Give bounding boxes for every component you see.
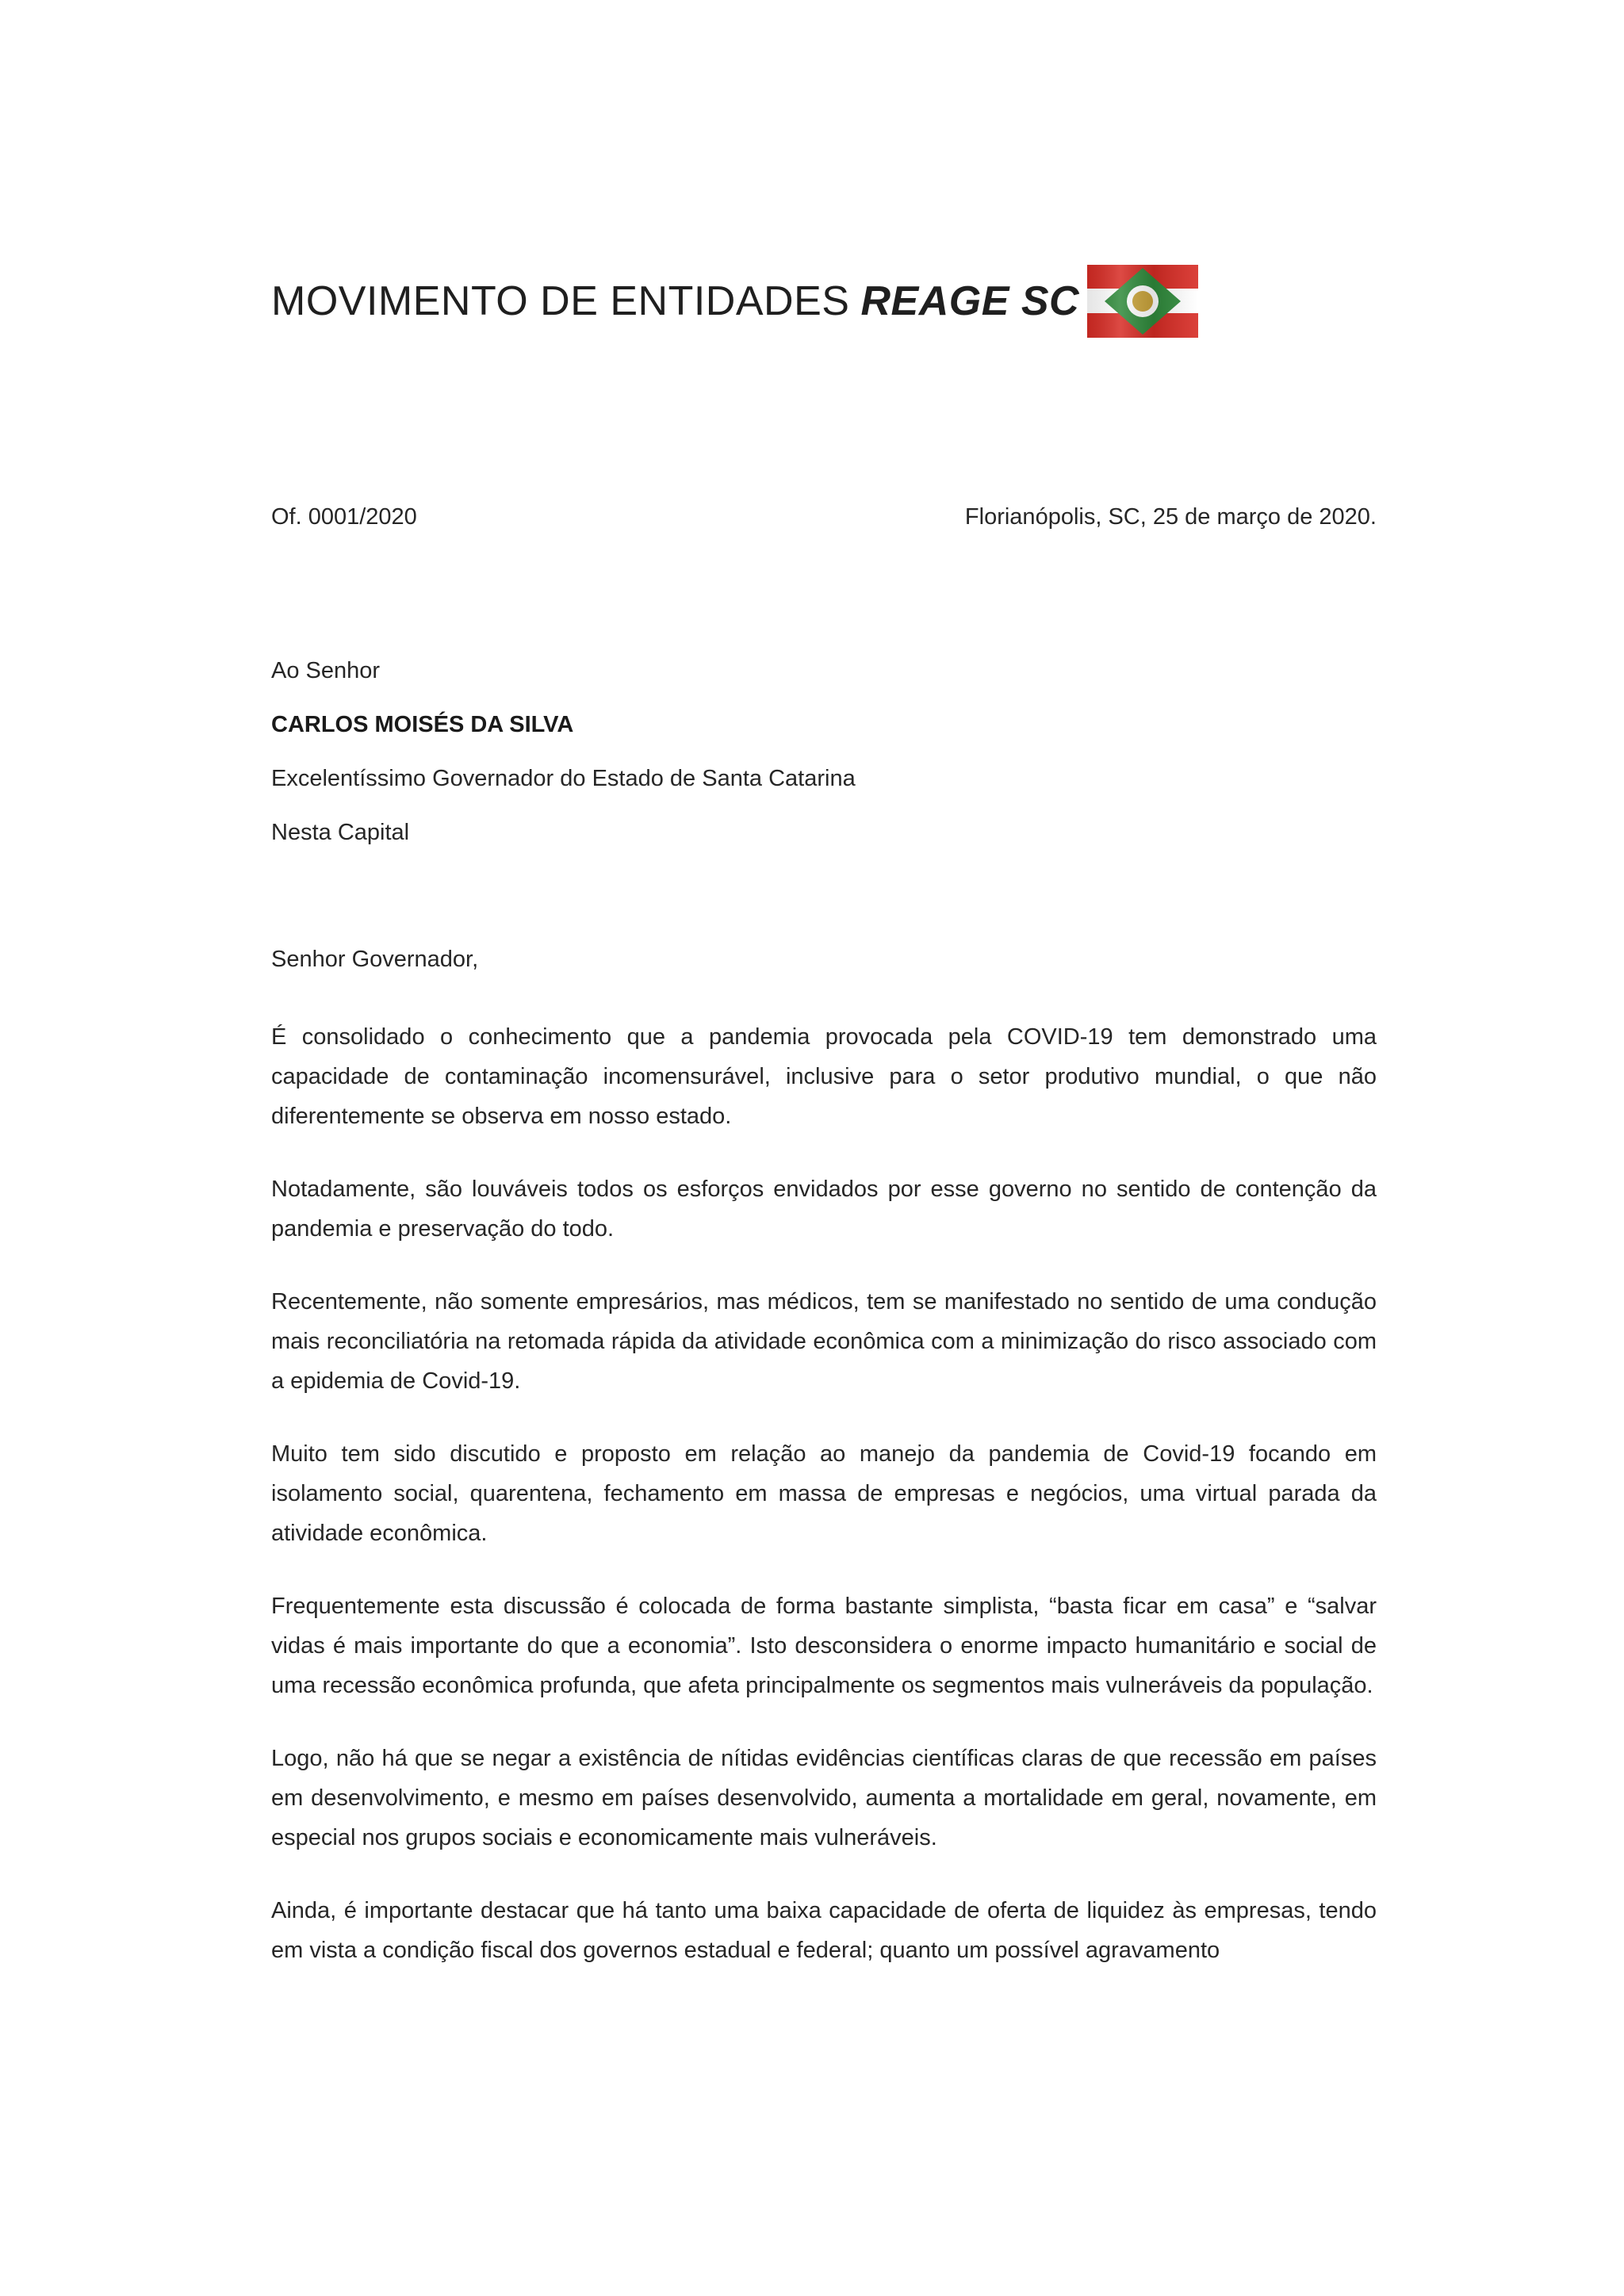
- body-paragraph: Ainda, é importante destacar que há tanto uma baixa capacidade de oferta de liquidez às empresas, tendo em vista a condição fiscal dos governos estadual e federal; quanto um possível agravamento: [271, 1898, 1377, 1963]
- header-title: MOVIMENTO DE ENTIDADES: [271, 278, 850, 324]
- body-paragraph: Frequentemente esta discussão é colocada de forma bastante simplista, “basta ficar em casa” e “salvar vidas é mais importante do que a economia”. Isto desconsidera o enorme impacto humanitário e social de uma recessão econômica profunda, que afeta principalmente os segmentos mais vulneráveis da população.: [271, 1594, 1377, 1698]
- body-paragraph: Recentemente, não somente empresários, mas médicos, tem se manifestado no sentido de uma condução mais reconciliatória na retomada rápida da atividade econômica com a minimização do risco associado com a epidemia de Covid-19.: [271, 1289, 1377, 1394]
- addressee-location: Nesta Capital: [271, 820, 410, 845]
- reference-line: [271, 504, 1377, 530]
- addressee-block: [271, 655, 856, 871]
- salutation: Senhor Governador,: [271, 947, 479, 972]
- body-paragraph: Notadamente, são louváveis todos os esforços envidados por esse governo no sentido de contenção da pandemia e preservação do todo.: [271, 1177, 1377, 1242]
- letter-header: [271, 258, 1198, 345]
- body-paragraph: É consolidado o conhecimento que a pandemia provocada pela COVID-19 tem demonstrado uma capacidade de contaminação incomensurável, inclusive para o setor produtivo mundial, o que não diferentemente se observa em nosso estado.: [271, 1024, 1377, 1129]
- letter-body: [271, 1017, 1377, 2003]
- body-paragraph: Muito tem sido discutido e proposto em relação ao manejo da pandemia de Covid-19 focando em isolamento social, quarentena, fechamento em massa de empresas e negócios, uma virtual parada da atividade econômica.: [271, 1441, 1377, 1546]
- addressee-title: Excelentíssimo Governador do Estado de Santa Catarina: [271, 766, 856, 791]
- addressee-greeting: Ao Senhor: [271, 658, 381, 683]
- santa-catarina-flag-icon: [1087, 265, 1198, 338]
- body-paragraph: Logo, não há que se negar a existência de nítidas evidências científicas claras de que recessão em países em desenvolvimento, e mesmo em países desenvolvido, aumenta a mortalidade em geral, novamente, em especial nos grupos sociais e economicamente mais vulneráveis.: [271, 1746, 1377, 1850]
- addressee-name: CARLOS MOISÉS DA SILVA: [271, 712, 574, 737]
- place-date: Florianópolis, SC, 25 de março de 2020.: [964, 504, 1377, 530]
- header-title-emphasis: REAGE SC: [860, 278, 1080, 324]
- office-number: Of. 0001/2020: [271, 504, 417, 530]
